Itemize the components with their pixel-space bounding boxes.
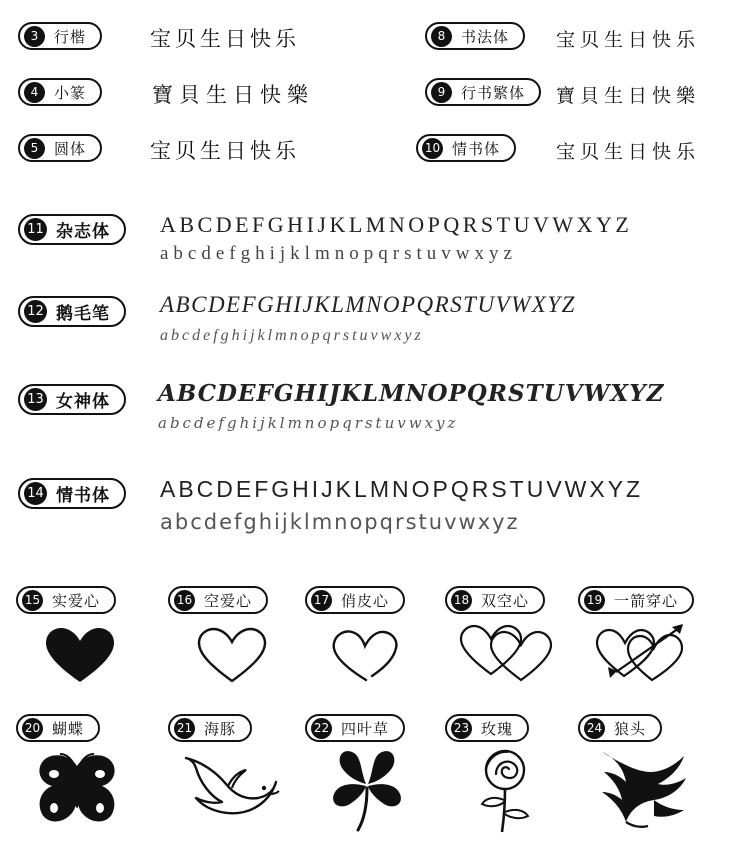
font-sample-5: 宝贝生日快乐 [150, 139, 300, 163]
badge-number: 3 [24, 26, 45, 47]
badge-number: 20 [22, 718, 43, 739]
pattern-option-label: 玫瑰 [481, 719, 514, 738]
wolf-head-icon [596, 748, 694, 832]
font-sample-3: 宝贝生日快乐 [150, 27, 300, 51]
font-option-label: 圆体 [54, 139, 87, 158]
badge-number: 9 [431, 82, 452, 103]
font-option-4-pill[interactable] [18, 78, 102, 106]
font-sample-4: 寶貝生日快樂 [152, 83, 314, 107]
pattern-option-label: 狼头 [614, 719, 647, 738]
badge-number: 19 [584, 590, 605, 611]
font-sample-12-upper: ABCDEFGHIJKLMNOPQRSTUVWXYZ [160, 292, 576, 317]
badge-number: 11 [24, 218, 47, 241]
font-option-label: 杂志体 [56, 222, 110, 242]
font-option-10-pill[interactable] [416, 134, 516, 162]
font-option-8-pill[interactable] [425, 22, 525, 50]
pattern-option-15[interactable] [16, 586, 116, 614]
font-option-10[interactable] [416, 134, 516, 162]
badge-number: 4 [24, 82, 45, 103]
pattern-option-24-pill[interactable] [578, 714, 662, 742]
font-option-label: 女神体 [56, 392, 110, 412]
badge-number: 14 [24, 482, 47, 505]
pattern-option-label: 海豚 [204, 719, 237, 738]
pattern-option-15-pill[interactable] [16, 586, 116, 614]
font-option-9[interactable] [425, 78, 541, 106]
font-option-label: 情书体 [452, 139, 501, 158]
font-sample-10: 宝贝生日快乐 [556, 141, 701, 163]
font-sample-11-lower: abcdefghijklmnopqrstuvwxyz [160, 243, 517, 264]
badge-number: 16 [174, 590, 195, 611]
font-option-11[interactable] [18, 214, 126, 245]
font-option-13-pill[interactable] [18, 384, 126, 415]
rose-icon [472, 748, 542, 836]
badge-number: 17 [311, 590, 332, 611]
badge-number: 13 [24, 388, 47, 411]
pattern-option-label: 空爱心 [204, 591, 253, 610]
badge-number: 22 [311, 718, 332, 739]
badge-number: 21 [174, 718, 195, 739]
font-sample-9: 寶貝生日快樂 [556, 85, 701, 107]
butterfly-icon [32, 752, 122, 828]
pattern-option-16[interactable] [168, 586, 268, 614]
pattern-option-23[interactable] [445, 714, 529, 742]
font-option-label: 书法体 [461, 27, 510, 46]
pattern-option-22-pill[interactable] [305, 714, 405, 742]
double-heart-icon [455, 622, 559, 684]
badge-number: 10 [422, 138, 443, 159]
font-option-label: 行楷 [54, 27, 87, 46]
font-sample-13-upper: ABCDEFGHIJKLMNOPQRSTUVWXYZ [158, 380, 665, 407]
pattern-option-18-pill[interactable] [445, 586, 545, 614]
font-option-14[interactable] [18, 478, 126, 509]
font-sample-11-upper: ABCDEFGHIJKLMNOPQRSTUVWXYZ [160, 212, 633, 237]
pattern-option-24[interactable] [578, 714, 662, 742]
pattern-option-label: 蝴蝶 [52, 719, 85, 738]
outline-heart-icon [196, 626, 268, 684]
pattern-option-label: 四叶草 [341, 719, 390, 738]
pattern-option-18[interactable] [445, 586, 545, 614]
dolphin-icon [176, 752, 282, 824]
pattern-option-16-pill[interactable] [168, 586, 268, 614]
pattern-option-21[interactable] [168, 714, 252, 742]
font-option-3-pill[interactable] [18, 22, 102, 50]
badge-number: 5 [24, 138, 45, 159]
badge-number: 24 [584, 718, 605, 739]
font-sample-12-lower: abcdefghijklmnopqrstuvwxyz [160, 327, 424, 344]
font-sample-8: 宝贝生日快乐 [556, 29, 701, 51]
font-sample-13-lower: abcdefghijklmnopqrstuvwxyz [158, 414, 459, 432]
font-option-label: 行书繁体 [461, 83, 526, 102]
pattern-option-label: 双空心 [481, 591, 530, 610]
font-option-14-pill[interactable] [18, 478, 126, 509]
font-option-4[interactable] [18, 78, 102, 106]
pattern-option-20[interactable] [16, 714, 100, 742]
font-option-3[interactable] [18, 22, 102, 50]
font-option-11-pill[interactable] [18, 214, 126, 245]
pattern-option-21-pill[interactable] [168, 714, 252, 742]
pattern-option-label: 实爱心 [52, 591, 101, 610]
pattern-option-17[interactable] [305, 586, 405, 614]
font-option-label: 情书体 [56, 486, 110, 506]
font-option-label: 鹅毛笔 [56, 304, 110, 324]
font-option-12[interactable] [18, 296, 126, 327]
pattern-option-label: 俏皮心 [341, 591, 390, 610]
pattern-option-19[interactable] [578, 586, 694, 614]
badge-number: 23 [451, 718, 472, 739]
font-option-label: 小篆 [54, 83, 87, 102]
font-option-8[interactable] [425, 22, 525, 50]
playful-heart-icon [326, 628, 402, 684]
badge-number: 18 [451, 590, 472, 611]
font-option-5-pill[interactable] [18, 134, 102, 162]
pattern-option-23-pill[interactable] [445, 714, 529, 742]
pattern-option-20-pill[interactable] [16, 714, 100, 742]
font-option-13[interactable] [18, 384, 126, 415]
arrow-heart-icon [590, 620, 702, 686]
pattern-option-19-pill[interactable] [578, 586, 694, 614]
pattern-option-17-pill[interactable] [305, 586, 405, 614]
pattern-option-22[interactable] [305, 714, 405, 742]
badge-number: 12 [24, 300, 47, 323]
badge-number: 8 [431, 26, 452, 47]
badge-number: 15 [22, 590, 43, 611]
font-option-5[interactable] [18, 134, 102, 162]
clover-icon [326, 748, 408, 834]
font-sample-14-lower: abcdefghijklmnopqrstuvwxyz [160, 510, 520, 534]
font-option-9-pill[interactable] [425, 78, 541, 106]
font-option-12-pill[interactable] [18, 296, 126, 327]
filled-heart-icon [44, 626, 116, 684]
font-sample-14-upper: ABCDEFGHIJKLMNOPQRSTUVWXYZ [160, 476, 644, 502]
pattern-option-label: 一箭穿心 [614, 591, 679, 610]
